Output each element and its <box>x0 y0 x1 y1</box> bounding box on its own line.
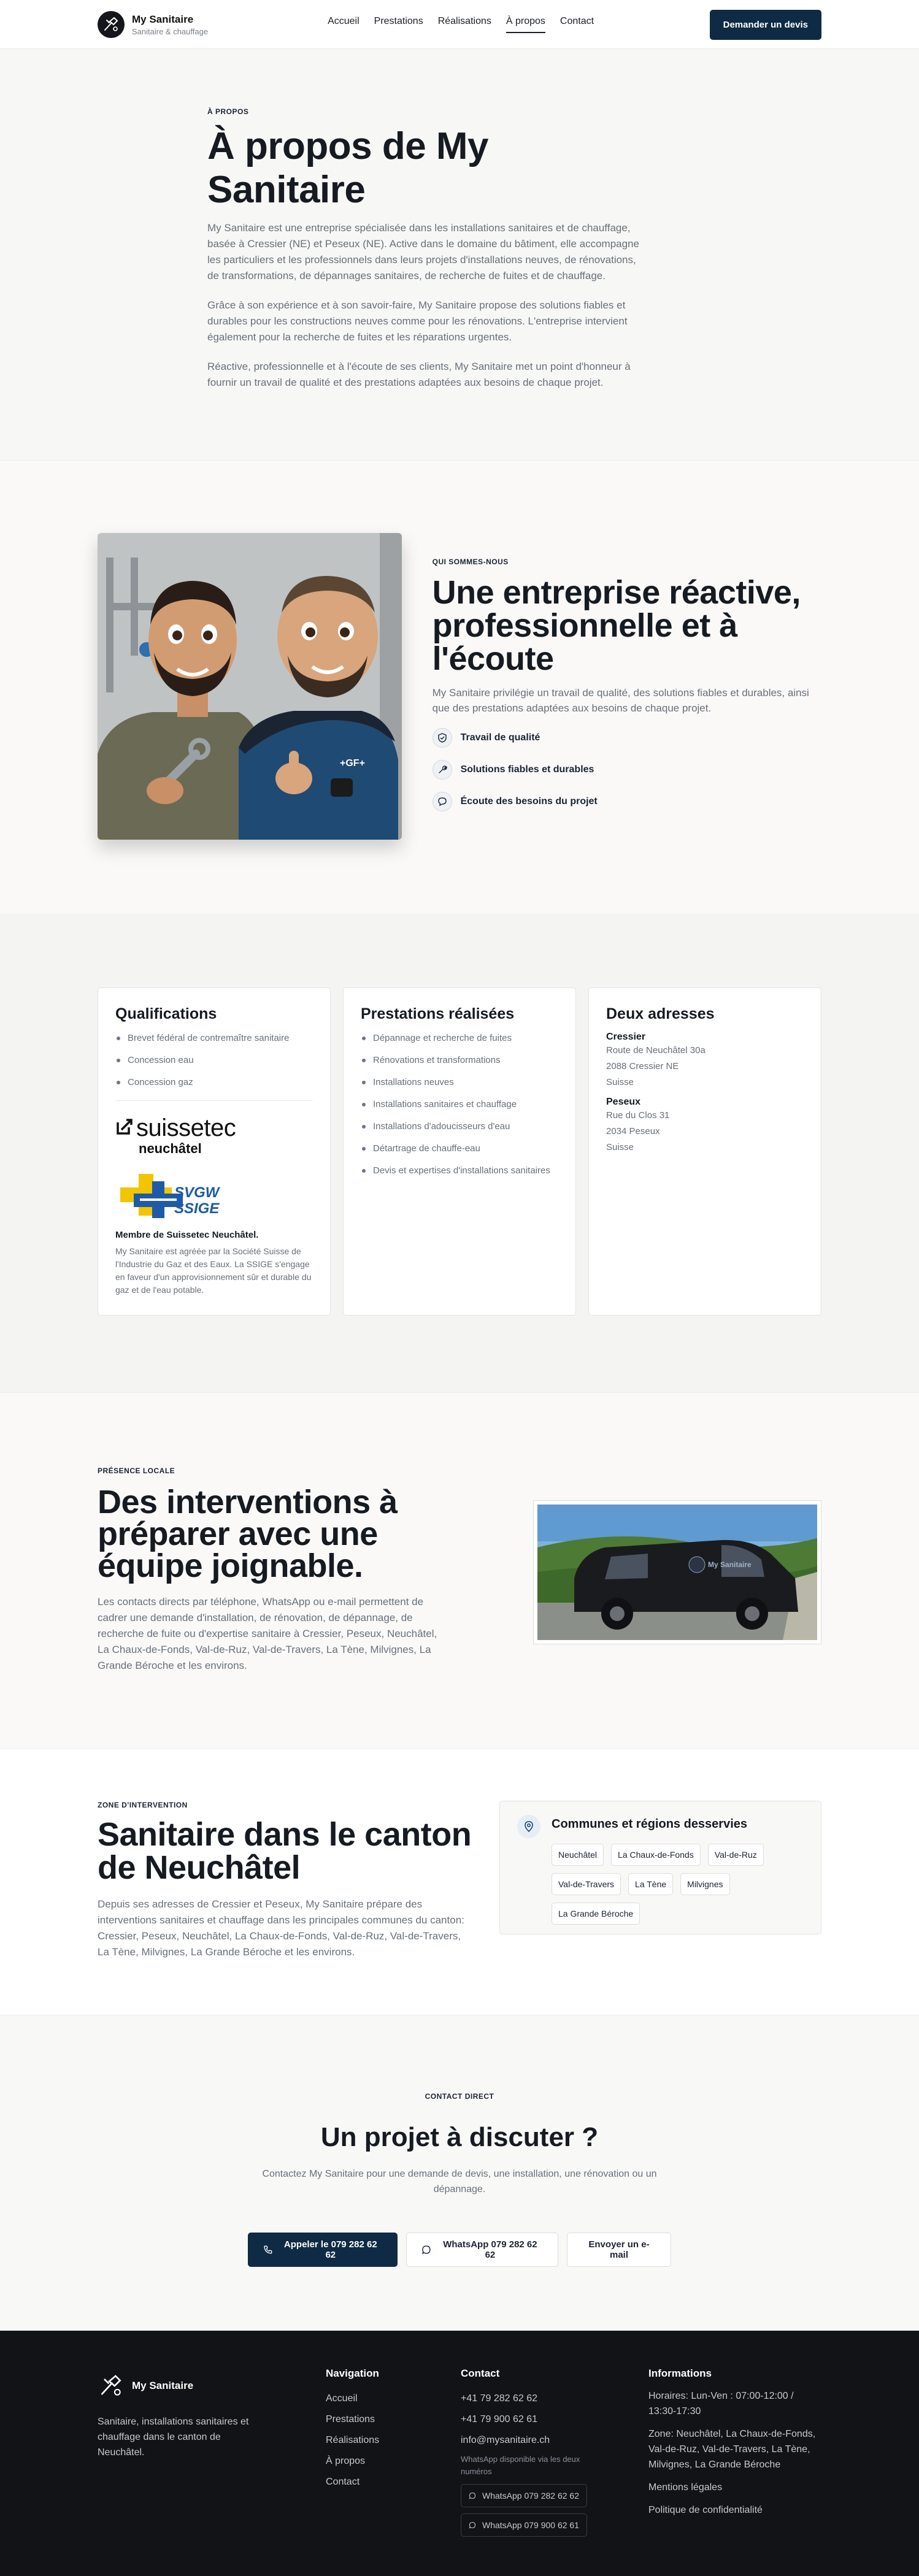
feature-reliable-label: Solutions fiables et durables <box>460 764 594 775</box>
feature-listening <box>433 792 821 811</box>
prestation-item: Rénovations et transformations <box>361 1054 558 1067</box>
call-button[interactable] <box>248 2233 398 2267</box>
prestation-item: Détartrage de chauffe-eau <box>361 1142 558 1156</box>
zone-title: Sanitaire dans le canton de Neuchâtel <box>98 1816 472 1886</box>
member-text: My Sanitaire est agréée par la Société Suisse de l'Industrie du Gaz et des Eaux. La SSIGE s'engage en faveur d'un approvisionnement sûr et durable du gaz et de l'eau potable. <box>115 1246 312 1295</box>
zone-chip: Val-de-Travers <box>552 1873 621 1895</box>
footer-info-column <box>648 2367 821 2537</box>
footer-description: Sanitaire, installations sanitaires et chauffage dans le canton de Neuchâtel. <box>98 2417 249 2458</box>
footer-brand <box>98 2372 326 2399</box>
presence-text: Les contacts directs par téléphone, WhatsApp ou e-mail permettent de cadrer une demande d'installation, de rénovation, de dépannage, de recherche de fuite ou d'expertise sanitaire à Cressier, Peseux, Neuchâtel, La Chaux-de-Fonds, Val-de-Ruz, Val-de-Travers, La Tène, Milvignes, La Grande Béroche et les environs. <box>98 1596 437 1671</box>
cards-section <box>0 914 919 1392</box>
address-name-peseux: Peseux <box>606 1097 641 1107</box>
wrench-icon <box>433 760 452 780</box>
footer-link-realisations[interactable]: Réalisations <box>326 2435 380 2445</box>
footer-whatsapp-2[interactable] <box>461 2513 587 2537</box>
suissetec-logo <box>115 1114 313 1142</box>
presence-section <box>0 1392 919 1748</box>
prestations-card <box>343 987 576 1316</box>
zone-text: Depuis ses adresses de Cressier et Peseux, My Sanitaire prépare des interventions sanitaires et chauffage dans les principales communes du canton: Cressier, Peseux, Neuchâtel, La Chaux-de-Fonds, Val-de-Ruz, Val-de-Travers, La Tène, Milvignes, La Grande Béroche et les environs. <box>98 1898 464 1958</box>
shield-check-icon <box>433 728 452 748</box>
zone-eyebrow: ZONE D'INTERVENTION <box>98 1801 188 1809</box>
site-footer <box>0 2331 919 2576</box>
contact-title: Un projet à discuter ? <box>320 2122 599 2152</box>
whatsapp-icon <box>469 2492 476 2499</box>
suissetec-logo-text: suissetec <box>136 1114 236 1141</box>
address-line: 2088 Cressier NE <box>606 1061 679 1071</box>
whatsapp-icon <box>421 2245 431 2255</box>
addresses-card <box>588 987 821 1316</box>
zone-chip: Val-de-Ruz <box>708 1844 764 1866</box>
footer-phone-2[interactable]: +41 79 900 62 61 <box>461 2414 538 2425</box>
footer-legal-link[interactable]: Mentions légales <box>648 2482 723 2493</box>
call-button-label: Appeler le 079 282 62 62 <box>283 2239 377 2260</box>
whatsapp-icon <box>469 2521 476 2529</box>
zone-chip: Milvignes <box>680 1873 729 1895</box>
zone-chip: Neuchâtel <box>552 1844 604 1866</box>
map-pin-icon <box>517 1815 540 1838</box>
footer-link-contact[interactable]: Contact <box>326 2477 360 2487</box>
presence-title: Des interventions à préparer avec une équipe joignable. <box>98 1484 398 1584</box>
main-nav <box>328 16 594 33</box>
request-quote-button[interactable]: Demander un devis <box>710 10 821 40</box>
nav-link-realisations[interactable]: Réalisations <box>437 16 491 26</box>
brand-name: My Sanitaire <box>132 13 194 25</box>
about-eyebrow: À PROPOS <box>207 107 249 116</box>
suissetec-logo-sub: neuchâtel <box>139 1141 202 1156</box>
nav-link-contact[interactable]: Contact <box>559 16 594 26</box>
page-title: À propos de My Sanitaire <box>207 125 489 211</box>
prestation-item: Installations sanitaires et chauffage <box>361 1098 558 1111</box>
footer-hours: Horaires: Lun-Ven : 07:00-12:00 / 13:30-17:30 <box>648 2391 794 2417</box>
shirt-logo: +GF+ <box>340 758 365 769</box>
footer-link-a-propos[interactable]: À propos <box>326 2456 366 2466</box>
brand-home-link[interactable] <box>98 11 208 38</box>
member-title: Membre de Suissetec Neuchâtel. <box>115 1230 259 1240</box>
svgw-logo-line2: SSIGE <box>174 1200 220 1217</box>
van-photo <box>533 1500 821 1644</box>
address-line: Rue du Clos 31 <box>606 1110 670 1121</box>
contact-eyebrow: CONTACT DIRECT <box>425 2092 494 2101</box>
divider <box>115 1100 313 1101</box>
brand-text <box>132 13 208 36</box>
prestation-item: Installations neuves <box>361 1076 558 1089</box>
address-line: Suisse <box>606 1077 634 1087</box>
prestation-item: Devis et expertises d'installations sanitaires <box>361 1164 558 1178</box>
plumber-logo-icon <box>98 11 125 38</box>
footer-privacy-link[interactable]: Politique de confidentialité <box>648 2505 763 2515</box>
footer-nav-title: Navigation <box>326 2367 379 2379</box>
footer-phone-1[interactable]: +41 79 282 62 62 <box>461 2393 538 2404</box>
site-header <box>0 0 919 49</box>
about-paragraph-2: Grâce à son expérience et à son savoir-faire, My Sanitaire propose des solutions fiables et durables pour les constructions neuves comme pour les rénovations. L'entreprise intervient également pour la recherche de fuites et les réparations urgentes. <box>207 299 628 343</box>
prestations-title: Prestations réalisées <box>361 1005 515 1022</box>
footer-nav-column <box>326 2367 461 2537</box>
phone-icon <box>263 2245 273 2255</box>
address-line: Route de Neuchâtel 30a <box>606 1045 706 1056</box>
zone-section <box>0 1748 919 2015</box>
presence-eyebrow: PRÉSENCE LOCALE <box>98 1466 175 1475</box>
about-section <box>0 49 919 460</box>
brand-tagline: Sanitaire & chauffage <box>132 26 209 36</box>
who-section <box>0 460 919 914</box>
footer-whatsapp-note: WhatsApp disponible via les deux numéros <box>461 2455 580 2476</box>
nav-link-prestations[interactable]: Prestations <box>374 16 423 26</box>
svgw-logo-line1: SVGW <box>174 1184 220 1201</box>
qualification-item: Concession gaz <box>115 1076 313 1089</box>
footer-info-title: Informations <box>648 2367 712 2379</box>
contact-buttons <box>0 2233 919 2267</box>
feature-quality-label: Travail de qualité <box>460 732 540 743</box>
footer-whatsapp-1[interactable] <box>461 2484 587 2507</box>
whatsapp-button[interactable] <box>406 2233 558 2267</box>
prestation-item: Dépannage et recherche de fuites <box>361 1032 558 1045</box>
footer-link-accueil[interactable]: Accueil <box>326 2393 358 2404</box>
prestation-item: Installations d'adoucisseurs d'eau <box>361 1120 558 1133</box>
addresses-title: Deux adresses <box>606 1005 715 1022</box>
address-line: 2034 Peseux <box>606 1126 660 1137</box>
about-paragraph-1: My Sanitaire est une entreprise spécialisée dans les installations sanitaires et de chauffage, basée à Cressier (NE) et Peseux (NE). Active dans le domaine du bâtiment, elle accompagne les particuliers et les professionnels dans leurs projets d'installations neuves, de rénovations, de transformations, de dépannages sanitaires, de recherche de fuites et de chauffage. <box>207 222 639 282</box>
address-name-cressier: Cressier <box>606 1032 646 1042</box>
zone-card <box>499 1801 821 1934</box>
footer-contact-title: Contact <box>461 2367 500 2379</box>
qualifications-card <box>98 987 331 1316</box>
feature-quality <box>433 728 821 748</box>
footer-email[interactable]: info@mysanitaire.ch <box>461 2435 550 2445</box>
zone-card-title: Communes et régions desservies <box>552 1817 748 1831</box>
email-button-label: Envoyer un e-mail <box>588 2239 650 2260</box>
contact-text: Contactez My Sanitaire pour une demande de devis, une installation, une rénovation ou un dépannage. <box>262 2169 657 2195</box>
about-paragraph-3: Réactive, professionnelle et à l'écoute de ses clients, My Sanitaire met un point d'honneur à fournir un travail de qualité et des prestations adaptées aux besoins de chaque projet. <box>207 361 631 388</box>
zone-chips <box>552 1844 809 1925</box>
feature-reliable <box>433 760 821 780</box>
footer-link-prestations[interactable]: Prestations <box>326 2414 375 2425</box>
footer-zone: Zone: Neuchâtel, La Chaux-de-Fonds, Val-de-Ruz, Val-de-Travers, La Tène, Milvignes, La Grande Béroche <box>648 2429 816 2470</box>
feature-listening-label: Écoute des besoins du projet <box>460 796 598 807</box>
zone-chip: La Tène <box>628 1873 673 1895</box>
qualification-item: Concession eau <box>115 1054 313 1067</box>
nav-link-a-propos[interactable]: À propos <box>506 16 545 33</box>
who-text: My Sanitaire privilégie un travail de qualité, des solutions fiables et durables, ainsi que des prestations adaptées aux besoins de chaque projet. <box>432 687 809 714</box>
zone-chip: La Grande Béroche <box>552 1903 640 1925</box>
address-line: Suisse <box>606 1142 634 1152</box>
team-photo <box>98 533 402 840</box>
who-title: Une entreprise réactive, professionnelle et à l'écoute <box>432 574 801 677</box>
zone-chip: La Chaux-de-Fonds <box>611 1844 701 1866</box>
contact-section <box>0 2015 919 2331</box>
chat-bubble-icon <box>433 792 452 811</box>
plumber-logo-icon <box>98 2372 125 2399</box>
footer-whatsapp-2-label: WhatsApp 079 900 62 61 <box>482 2520 580 2530</box>
nav-link-accueil[interactable]: Accueil <box>328 16 360 26</box>
qualification-item: Brevet fédéral de contremaître sanitaire <box>115 1032 313 1045</box>
who-eyebrow: QUI SOMMES-NOUS <box>432 558 509 566</box>
van-text: My Sanitaire <box>708 1560 752 1569</box>
footer-brand-name: My Sanitaire <box>132 2380 194 2391</box>
qualifications-title: Qualifications <box>115 1005 217 1022</box>
svgw-logo <box>115 1169 313 1221</box>
footer-contact-column <box>461 2367 648 2537</box>
whatsapp-button-label: WhatsApp 079 282 62 62 <box>443 2239 537 2260</box>
email-button[interactable] <box>567 2233 671 2267</box>
footer-whatsapp-1-label: WhatsApp 079 282 62 62 <box>482 2491 580 2501</box>
suissetec-mark-icon <box>115 1117 134 1136</box>
footer-brand-column <box>98 2367 326 2537</box>
